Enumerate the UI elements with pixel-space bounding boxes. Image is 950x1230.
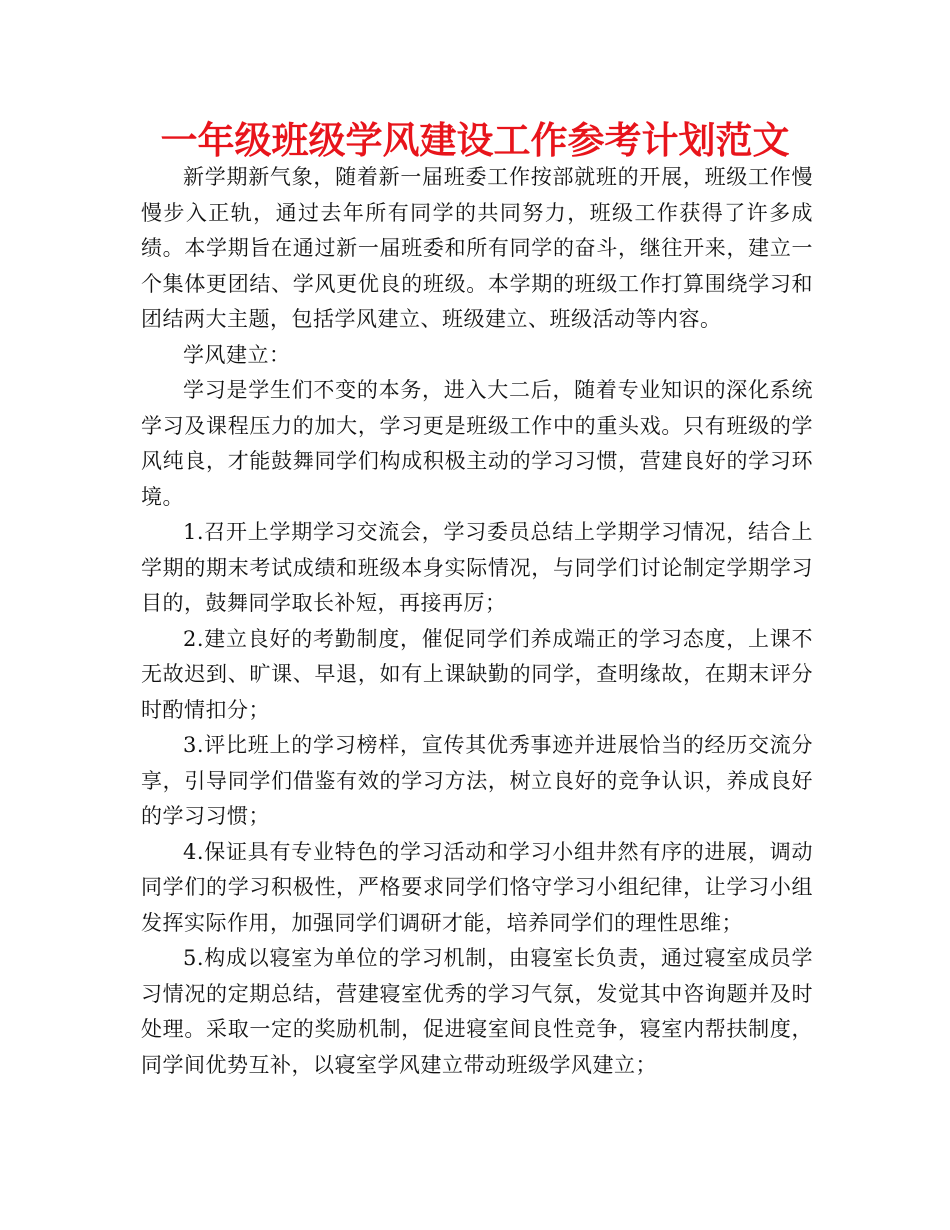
paragraph-study-overview: 学习是学生们不变的本务，进入大二后，随着专业知识的深化系统学习及课程压力的加大，学习更是班级工作中的重头戏。只有班级的学风纯良，才能鼓舞同学们构成积极主动的学习习惯，营建良好的学习环境。 [141, 378, 813, 509]
list-item-5: 5.构成以寝室为单位的学习机制，由寝室长负责，通过寝室成员学习情况的定期总结，营建寝室优秀的学习气氛，发觉其中咨询题并及时处理。采取一定的奖励机制，促进寝室间良性竞争，寝室内帮扶制度，同学间优势互补，以寝室学风建立带动班级学风建立； [141, 946, 813, 1077]
document-body [141, 160, 813, 1083]
list-item-4: 4.保证具有专业特色的学习活动和学习小组井然有序的进展，调动同学们的学习积极性，严格要求同学们恪守学习小组纪律，让学习小组发挥实际作用，加强同学们调研才能，培养同学们的理性思维； [141, 839, 813, 935]
list-item-3: 3.评比班上的学习榜样，宣传其优秀事迹并进展恰当的经历交流分享，引导同学们借鉴有效的学习方法，树立良好的竞争认识，养成良好的学习习惯； [141, 733, 813, 828]
list-item-2: 2.建立良好的考勤制度，催促同学们养成端正的学习态度，上课不无故迟到、旷课、早退，如有上课缺勤的同学，查明缘故，在期末评分时酌情扣分； [141, 626, 813, 722]
page-title: 一年级班级学风建设工作参考计划范文 [160, 119, 790, 162]
section-heading-study-style: 学风建立： [183, 342, 291, 367]
paragraph-intro: 新学期新气象，随着新一届班委工作按部就班的开展，班级工作慢慢步入正轨，通过去年所有同学的共同努力，班级工作获得了许多成绩。本学期旨在通过新一届班委和所有同学的奋斗，继往开来，建立一个集体更团结、学风更优良的班级。本学期的班级工作打算围绕学习和团结两大主题，包括学风建立、班级建立、班级活动等内容。 [141, 165, 813, 331]
list-item-1: 1.召开上学期学习交流会，学习委员总结上学期学习情况，结合上学期的期末考试成绩和班级本身实际情况，与同学们讨论制定学期学习目的，鼓舞同学取长补短，再接再厉； [141, 520, 813, 615]
